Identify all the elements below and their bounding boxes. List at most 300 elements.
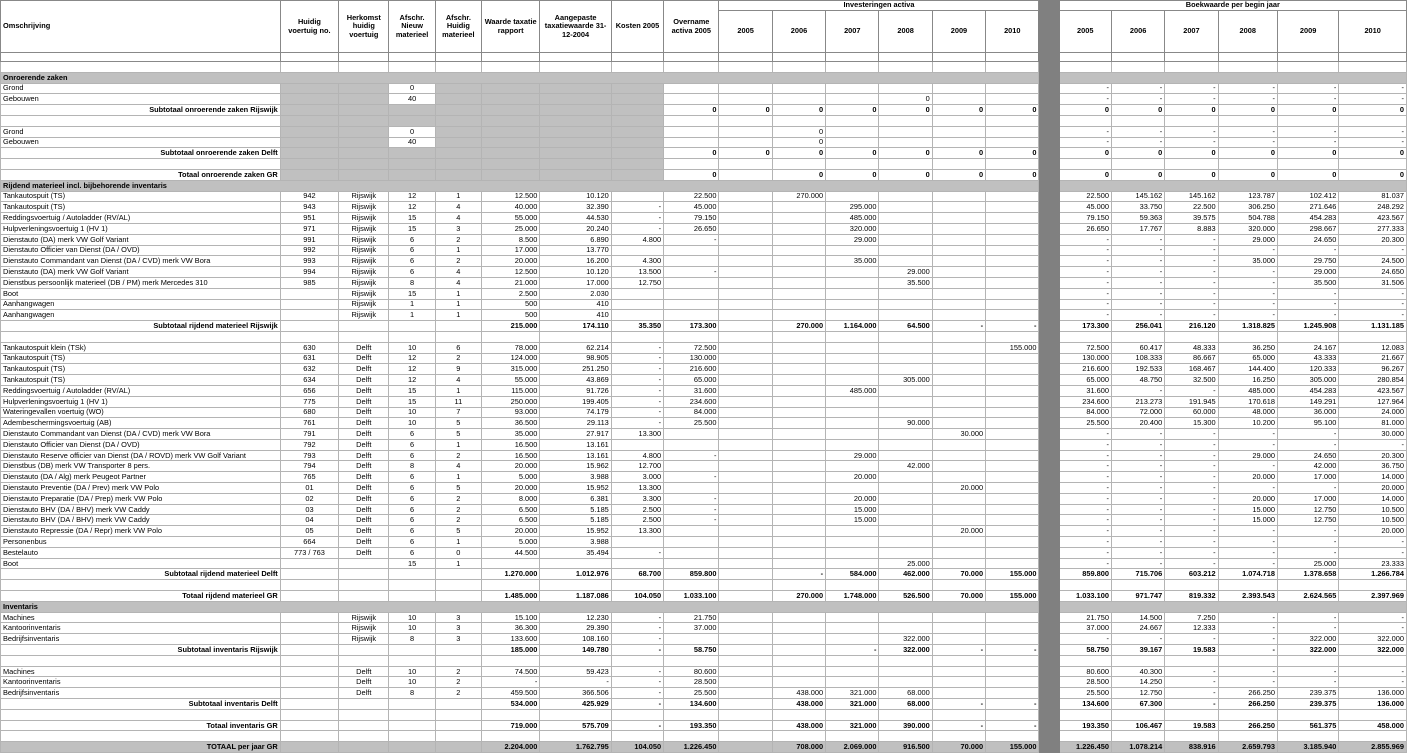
overname-activa-cell: 79.150 [664, 213, 719, 224]
boekwaarde-cell: - [1111, 310, 1164, 321]
boekwaarde-cell: - [1218, 83, 1277, 94]
boekwaarde-cell: 60.000 [1165, 407, 1218, 418]
investering-cell [932, 331, 985, 342]
waarde-taxatie-cell: 1.485.000 [482, 591, 540, 602]
afschr-huidig-cell [435, 321, 481, 332]
overname-activa-cell [664, 526, 719, 537]
aangepaste-waarde-cell: 62.214 [540, 342, 611, 353]
investering-cell [986, 677, 1039, 688]
investering-cell [986, 83, 1039, 94]
vehicle-number-cell: 656 [280, 385, 338, 396]
boekwaarde-cell: - [1218, 299, 1277, 310]
investering-cell [932, 202, 985, 213]
boekwaarde-cell [1277, 709, 1338, 720]
boekwaarde-cell [1277, 62, 1338, 73]
table-row [1, 493, 1407, 504]
investering-cell: - [986, 720, 1039, 731]
vehicle-number-cell: 985 [280, 277, 338, 288]
kosten-2005-cell: 2.500 [611, 504, 663, 515]
investering-cell [826, 310, 879, 321]
divider-cell [1039, 461, 1059, 472]
boekwaarde-cell: - [1339, 94, 1407, 105]
divider-cell [1039, 515, 1059, 526]
investering-cell [719, 342, 772, 353]
kosten-2005-cell: - [611, 677, 663, 688]
boekwaarde-cell: - [1165, 461, 1218, 472]
herkomst-cell: Delft [339, 429, 389, 440]
investering-cell: 70.000 [932, 569, 985, 580]
row-label: Bedrijfsinventaris [1, 688, 281, 699]
investering-cell: 270.000 [772, 591, 825, 602]
investering-cell [932, 396, 985, 407]
row-label: Dienstauto BHV (DA / BHV) merk VW Caddy [1, 504, 281, 515]
investering-cell [986, 126, 1039, 137]
divider-cell [1039, 83, 1059, 94]
investering-cell [932, 310, 985, 321]
boekwaarde-cell: 67.300 [1111, 699, 1164, 710]
boekwaarde-cell: 33.750 [1111, 202, 1164, 213]
waarde-taxatie-cell: 500 [482, 299, 540, 310]
boekwaarde-cell [1059, 62, 1111, 73]
divider-cell [1039, 137, 1059, 148]
boekwaarde-cell: - [1111, 483, 1164, 494]
afschr-nieuw-cell: 6 [389, 526, 435, 537]
boekwaarde-cell [1218, 331, 1277, 342]
boekwaarde-cell: - [1111, 94, 1164, 105]
investering-cell: 322.000 [879, 645, 932, 656]
afschr-huidig-cell [435, 62, 481, 73]
divider-column [1039, 1, 1059, 62]
investering-cell [826, 612, 879, 623]
investering-cell: 270.000 [772, 191, 825, 202]
kosten-2005-cell [611, 126, 663, 137]
aangepaste-waarde-cell: 6.381 [540, 493, 611, 504]
boekwaarde-cell: 192.533 [1111, 364, 1164, 375]
boekwaarde-cell: - [1339, 299, 1407, 310]
aangepaste-waarde-cell [540, 709, 611, 720]
boekwaarde-cell: - [1339, 537, 1407, 548]
investering-cell [879, 288, 932, 299]
afschr-huidig-cell [435, 742, 481, 753]
investering-cell [879, 115, 932, 126]
aangepaste-waarde-cell: 149.780 [540, 645, 611, 656]
afschr-nieuw-cell [389, 105, 435, 116]
boekwaarde-cell: - [1339, 666, 1407, 677]
boekwaarde-cell: - [1277, 537, 1338, 548]
divider-cell [1039, 580, 1059, 591]
boekwaarde-cell: - [1059, 483, 1111, 494]
section-header-row [1, 180, 1407, 191]
boekwaarde-cell: - [1165, 288, 1218, 299]
herkomst-cell: Rijswijk [339, 623, 389, 634]
boekwaarde-cell [1165, 655, 1218, 666]
row-label [1, 709, 281, 720]
waarde-taxatie-cell: 534.000 [482, 699, 540, 710]
divider-cell [1039, 234, 1059, 245]
vehicle-number-cell: 794 [280, 461, 338, 472]
boekwaarde-cell: 20.400 [1111, 418, 1164, 429]
investering-cell [719, 375, 772, 386]
investering-cell [772, 439, 825, 450]
investering-cell [826, 623, 879, 634]
investering-cell [826, 375, 879, 386]
boekwaarde-cell: - [1111, 515, 1164, 526]
kosten-2005-cell [611, 288, 663, 299]
herkomst-cell: Delft [339, 439, 389, 450]
boekwaarde-cell: 20.000 [1339, 483, 1407, 494]
investering-cell [879, 666, 932, 677]
table-row [1, 202, 1407, 213]
aangepaste-waarde-cell: 13.770 [540, 245, 611, 256]
divider-cell [1039, 699, 1059, 710]
afschr-huidig-cell: 2 [435, 493, 481, 504]
aangepaste-waarde-cell: 251.250 [540, 364, 611, 375]
waarde-taxatie-cell: - [482, 677, 540, 688]
divider-cell [1039, 72, 1059, 83]
row-label: Subtotaal inventaris Rijswijk [1, 645, 281, 656]
afschr-nieuw-cell: 10 [389, 612, 435, 623]
investering-cell [986, 396, 1039, 407]
herkomst-cell: Rijswijk [339, 612, 389, 623]
boekwaarde-cell: 216.600 [1059, 364, 1111, 375]
kosten-2005-cell: 13.300 [611, 429, 663, 440]
investering-cell: 2.069.000 [826, 742, 879, 753]
kosten-2005-cell: 3.300 [611, 493, 663, 504]
divider-cell [1039, 688, 1059, 699]
waarde-taxatie-cell: 8.000 [482, 493, 540, 504]
divider-cell [1039, 213, 1059, 224]
investering-cell [879, 537, 932, 548]
boekwaarde-cell: - [1218, 439, 1277, 450]
investering-cell [986, 385, 1039, 396]
vehicle-number-cell: 761 [280, 418, 338, 429]
afschr-nieuw-cell [389, 331, 435, 342]
herkomst-cell: Rijswijk [339, 634, 389, 645]
boekwaarde-cell: - [1218, 547, 1277, 558]
investering-cell [719, 731, 772, 742]
afschr-huidig-cell: 7 [435, 407, 481, 418]
investering-cell [772, 612, 825, 623]
table-row [1, 666, 1407, 677]
table-row [1, 731, 1407, 742]
row-label [1, 580, 281, 591]
vehicle-number-cell: 631 [280, 353, 338, 364]
boekwaarde-cell: 14.000 [1339, 493, 1407, 504]
table-row [1, 126, 1407, 137]
boekwaarde-cell [1059, 159, 1111, 170]
investering-cell [719, 504, 772, 515]
boekwaarde-cell: 2.659.793 [1218, 742, 1277, 753]
kosten-2005-cell: - [611, 418, 663, 429]
boekwaarde-cell: 1.074.718 [1218, 569, 1277, 580]
waarde-taxatie-cell [482, 62, 540, 73]
investering-cell [879, 256, 932, 267]
afschr-nieuw-cell: 8 [389, 688, 435, 699]
investering-cell [932, 558, 985, 569]
row-label: Gebouwen [1, 94, 281, 105]
afschr-nieuw-cell [389, 321, 435, 332]
aangepaste-waarde-cell [540, 115, 611, 126]
investering-cell: 68.000 [879, 699, 932, 710]
kosten-2005-cell: - [611, 364, 663, 375]
investering-cell: - [986, 699, 1039, 710]
waarde-taxatie-cell: 250.000 [482, 396, 540, 407]
overname-activa-cell [664, 634, 719, 645]
afschr-nieuw-cell: 6 [389, 267, 435, 278]
investering-cell [986, 94, 1039, 105]
boekwaarde-cell: 43.333 [1277, 353, 1338, 364]
kosten-2005-cell: 4.800 [611, 234, 663, 245]
boekwaarde-cell: 22.500 [1165, 202, 1218, 213]
kosten-2005-cell: 104.050 [611, 742, 663, 753]
header-afschr-huidig: Afschr. Huidig materieel [435, 1, 481, 53]
overname-activa-cell: - [664, 504, 719, 515]
investering-cell [932, 137, 985, 148]
boekwaarde-cell: 17.767 [1111, 223, 1164, 234]
boekwaarde-cell [1339, 159, 1407, 170]
herkomst-cell [339, 105, 389, 116]
table-row [1, 191, 1407, 202]
boekwaarde-cell [1165, 709, 1218, 720]
aangepaste-waarde-cell: 425.929 [540, 699, 611, 710]
overname-activa-cell: - [664, 450, 719, 461]
afschr-nieuw-cell: 40 [389, 94, 435, 105]
boekwaarde-cell: - [1339, 126, 1407, 137]
afschr-huidig-cell: 1 [435, 439, 481, 450]
boekwaarde-cell: - [1277, 83, 1338, 94]
kosten-2005-cell: - [611, 375, 663, 386]
divider-cell [1039, 439, 1059, 450]
aangepaste-waarde-cell: 27.917 [540, 429, 611, 440]
boekwaarde-cell [1111, 159, 1164, 170]
investering-cell [826, 137, 879, 148]
investering-cell [879, 472, 932, 483]
waarde-taxatie-cell [482, 159, 540, 170]
aangepaste-waarde-cell [540, 169, 611, 180]
overname-activa-cell: 859.800 [664, 569, 719, 580]
table-row [1, 223, 1407, 234]
boekwaarde-cell: - [1277, 94, 1338, 105]
boekwaarde-cell [1218, 115, 1277, 126]
table-row [1, 483, 1407, 494]
aangepaste-waarde-cell: 5.185 [540, 504, 611, 515]
investering-cell [772, 677, 825, 688]
row-label: Bedrijfsinventaris [1, 634, 281, 645]
boekwaarde-cell: 12.750 [1277, 504, 1338, 515]
afschr-huidig-cell: 1 [435, 191, 481, 202]
header-bw-year: 2005 [1059, 11, 1111, 53]
boekwaarde-cell: - [1059, 634, 1111, 645]
overname-activa-cell: 216.600 [664, 364, 719, 375]
aangepaste-waarde-cell: 98.905 [540, 353, 611, 364]
divider-cell [1039, 742, 1059, 753]
herkomst-cell [339, 126, 389, 137]
aangepaste-waarde-cell: 6.890 [540, 234, 611, 245]
investering-cell [986, 364, 1039, 375]
investering-cell [932, 688, 985, 699]
investering-cell [932, 83, 985, 94]
section-fill [1059, 601, 1406, 612]
boekwaarde-cell: 17.000 [1277, 493, 1338, 504]
investering-cell [986, 504, 1039, 515]
boekwaarde-cell: - [1277, 439, 1338, 450]
herkomst-cell [339, 569, 389, 580]
overname-activa-cell: 80.600 [664, 666, 719, 677]
waarde-taxatie-cell: 21.000 [482, 277, 540, 288]
investering-cell [719, 213, 772, 224]
vehicle-number-cell [280, 126, 338, 137]
herkomst-cell: Rijswijk [339, 299, 389, 310]
overname-activa-cell: 21.750 [664, 612, 719, 623]
waarde-taxatie-cell: 74.500 [482, 666, 540, 677]
kosten-2005-cell: - [611, 666, 663, 677]
row-label: Hulpverleningsvoertuig 1 (HV 1) [1, 223, 281, 234]
investering-cell [719, 126, 772, 137]
vehicle-number-cell: 632 [280, 364, 338, 375]
vehicle-number-cell: 630 [280, 342, 338, 353]
investering-cell: - [986, 645, 1039, 656]
divider-cell [1039, 385, 1059, 396]
waarde-taxatie-cell: 78.000 [482, 342, 540, 353]
boekwaarde-cell: - [1165, 526, 1218, 537]
investering-cell [772, 288, 825, 299]
vehicle-number-cell [280, 731, 338, 742]
waarde-taxatie-cell: 115.000 [482, 385, 540, 396]
investering-cell [772, 537, 825, 548]
herkomst-cell: Delft [339, 547, 389, 558]
investering-cell [772, 450, 825, 461]
boekwaarde-cell: - [1165, 245, 1218, 256]
herkomst-cell: Delft [339, 385, 389, 396]
waarde-taxatie-cell [482, 580, 540, 591]
overname-activa-cell: - [664, 493, 719, 504]
afschr-huidig-cell [435, 148, 481, 159]
boekwaarde-cell: - [1111, 234, 1164, 245]
investering-cell [932, 234, 985, 245]
row-label: Tankautospuit (TS) [1, 353, 281, 364]
investering-cell: 0 [772, 105, 825, 116]
boekwaarde-cell [1218, 580, 1277, 591]
waarde-taxatie-cell [482, 83, 540, 94]
investering-cell [986, 472, 1039, 483]
row-label: Tankautospuit (TS) [1, 202, 281, 213]
aangepaste-waarde-cell: 29.113 [540, 418, 611, 429]
investering-cell [772, 634, 825, 645]
boekwaarde-cell: 35.500 [1277, 277, 1338, 288]
investering-cell [772, 342, 825, 353]
overname-activa-cell: - [664, 472, 719, 483]
boekwaarde-cell: - [1218, 666, 1277, 677]
investering-cell: 0 [986, 169, 1039, 180]
boekwaarde-cell: 322.000 [1339, 634, 1407, 645]
divider-cell [1039, 342, 1059, 353]
divider-cell [1039, 558, 1059, 569]
aangepaste-waarde-cell [540, 126, 611, 137]
boekwaarde-cell: 19.583 [1165, 645, 1218, 656]
boekwaarde-cell: - [1059, 429, 1111, 440]
boekwaarde-cell: 191.945 [1165, 396, 1218, 407]
afschr-huidig-cell: 4 [435, 277, 481, 288]
boekwaarde-cell: 24.000 [1339, 407, 1407, 418]
investering-cell [986, 580, 1039, 591]
boekwaarde-cell: 423.567 [1339, 213, 1407, 224]
boekwaarde-cell: - [1165, 504, 1218, 515]
investering-cell [719, 461, 772, 472]
divider-cell [1039, 159, 1059, 170]
table-row [1, 342, 1407, 353]
herkomst-cell [339, 331, 389, 342]
investering-cell [932, 191, 985, 202]
investering-cell [879, 407, 932, 418]
afschr-huidig-cell: 2 [435, 515, 481, 526]
kosten-2005-cell [611, 580, 663, 591]
vehicle-number-cell [280, 742, 338, 753]
afschr-nieuw-cell [389, 709, 435, 720]
waarde-taxatie-cell [482, 115, 540, 126]
boekwaarde-cell: 168.467 [1165, 364, 1218, 375]
overname-activa-cell: - [664, 234, 719, 245]
investering-cell [719, 234, 772, 245]
boekwaarde-cell: - [1277, 126, 1338, 137]
boekwaarde-cell: - [1218, 245, 1277, 256]
table-row [1, 245, 1407, 256]
afschr-huidig-cell [435, 569, 481, 580]
boekwaarde-cell: - [1277, 483, 1338, 494]
table-row [1, 612, 1407, 623]
boekwaarde-cell [1165, 159, 1218, 170]
subtotal-row [1, 105, 1407, 116]
investering-cell [879, 623, 932, 634]
investering-cell [986, 634, 1039, 645]
overname-activa-cell [664, 126, 719, 137]
boekwaarde-cell: - [1277, 547, 1338, 558]
boekwaarde-cell: 24.167 [1277, 342, 1338, 353]
investering-cell [772, 558, 825, 569]
investering-cell [719, 526, 772, 537]
table-row [1, 709, 1407, 720]
investering-cell [772, 223, 825, 234]
investering-cell: 20.000 [932, 483, 985, 494]
afschr-huidig-cell: 5 [435, 526, 481, 537]
afschr-huidig-cell [435, 126, 481, 137]
row-label: Machines [1, 666, 281, 677]
aangepaste-waarde-cell [540, 331, 611, 342]
divider-cell [1039, 645, 1059, 656]
divider-cell [1039, 202, 1059, 213]
vehicle-number-cell [280, 62, 338, 73]
header-inv-year: 2009 [932, 11, 985, 53]
boekwaarde-cell: 561.375 [1277, 720, 1338, 731]
kosten-2005-cell: - [611, 202, 663, 213]
investering-cell [826, 159, 879, 170]
investering-cell [826, 396, 879, 407]
boekwaarde-cell: 149.291 [1277, 396, 1338, 407]
investering-cell [719, 655, 772, 666]
boekwaarde-cell: - [1059, 461, 1111, 472]
aangepaste-waarde-cell: 1.762.795 [540, 742, 611, 753]
investering-cell [986, 461, 1039, 472]
investering-cell [879, 677, 932, 688]
investering-cell [772, 267, 825, 278]
header-omschrijving: Omschrijving [1, 1, 281, 53]
section-fill [1059, 180, 1406, 191]
boekwaarde-cell: 24.650 [1339, 267, 1407, 278]
header-herkomst: Herkomst huidig voertuig [339, 1, 389, 53]
investering-cell [932, 62, 985, 73]
investering-cell [932, 547, 985, 558]
waarde-taxatie-cell: 35.000 [482, 429, 540, 440]
investering-cell: 321.000 [826, 720, 879, 731]
